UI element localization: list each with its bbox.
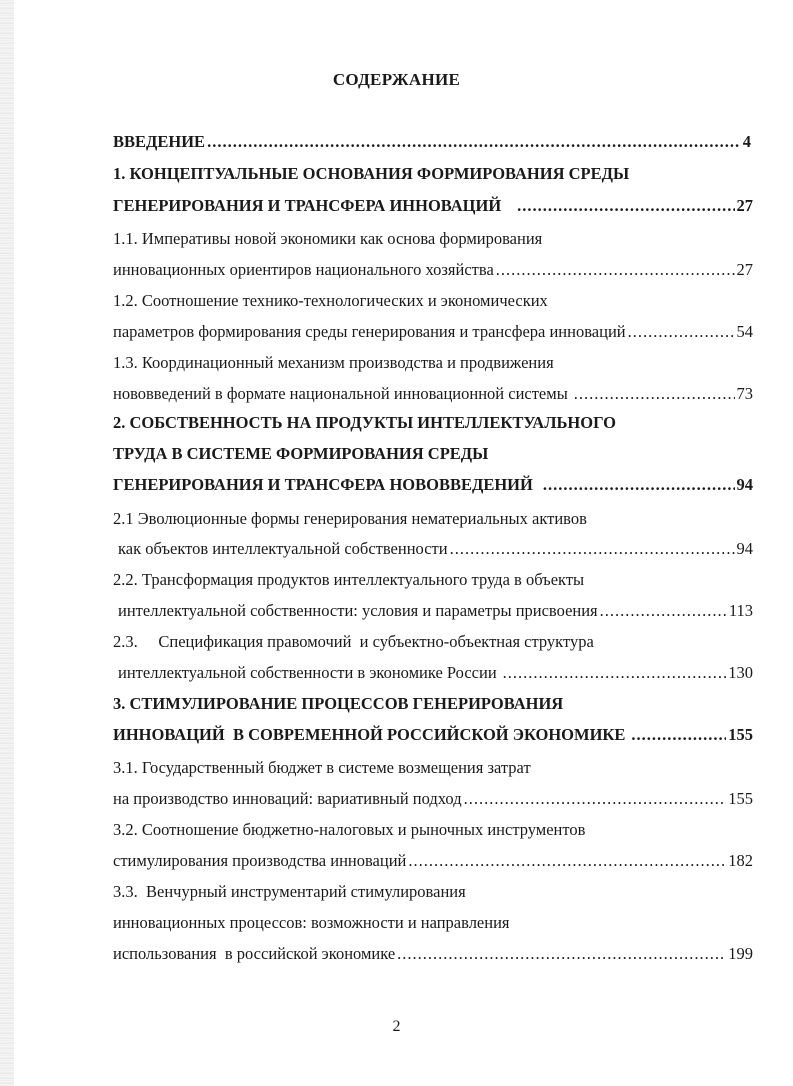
toc-leader-dots <box>600 600 727 622</box>
toc-leader-dots <box>503 662 727 684</box>
toc-section-2-3-line-2 <box>118 662 753 684</box>
toc-entry-text: ИННОВАЦИЙ В СОВРЕМЕННОЙ РОССИЙСКОЙ ЭКОНОМИКЕ <box>113 725 626 744</box>
toc-entry-text: 3.1. Государственный бюджет в системе возмещения затрат <box>113 758 531 777</box>
toc-section-3-1-line-1 <box>113 757 753 779</box>
toc-entry-text: 3. СТИМУЛИРОВАНИЕ ПРОЦЕССОВ ГЕНЕРИРОВАНИЯ <box>113 694 564 713</box>
toc-section-1-1-line-2 <box>113 259 753 281</box>
toc-entry-text: 2.3. Спецификация правомочий и субъектно-объектная структура <box>113 632 594 651</box>
toc-entry-text: нововведений в формате национальной инновационной системы <box>113 384 568 403</box>
toc-entry-text: ГЕНЕРИРОВАНИЯ И ТРАНСФЕРА НОВОВВЕДЕНИЙ <box>113 475 533 494</box>
toc-entry-page: 27 <box>736 260 753 279</box>
toc-chapter-2-line-1 <box>113 412 753 434</box>
toc-entry-text: 1.1. Императивы новой экономики как основа формирования <box>113 229 543 248</box>
toc-section-3-3-line-2 <box>113 912 753 934</box>
toc-section-1-3-line-2 <box>113 383 753 405</box>
toc-leader-dots <box>450 538 735 560</box>
toc-entry-page: 155 <box>728 789 753 808</box>
toc-entry-text: интеллектуальной собственности в экономике России <box>118 663 497 682</box>
toc-leader-dots <box>464 788 727 810</box>
toc-leader-dots <box>543 474 735 496</box>
toc-leader-dots <box>207 131 741 153</box>
toc-leader-dots <box>631 724 726 746</box>
toc-leader-dots <box>628 321 735 343</box>
toc-section-3-3-line-3 <box>113 943 753 965</box>
toc-section-1-3-line-1 <box>113 352 753 374</box>
toc-section-2-2-line-1 <box>113 569 753 591</box>
toc-entry-text: интеллектуальной собственности: условия и параметры присвоения <box>118 601 598 620</box>
toc-entry-text: на производство инноваций: вариативный подход <box>113 789 462 808</box>
toc-entry-text: 1.3. Координационный механизм производства и продвижения <box>113 353 554 372</box>
toc-entry-page: 73 <box>736 384 753 403</box>
toc-chapter-3-line-2 <box>113 724 753 746</box>
toc-leader-dots <box>408 850 726 872</box>
page-title: СОДЕРЖАНИЕ <box>332 70 461 89</box>
page-number: 2 <box>392 1018 401 1035</box>
toc-entry-text: как объектов интеллектуальной собственности <box>118 539 448 558</box>
toc-entry-page: 4 <box>742 132 751 151</box>
toc-leader-dots <box>496 259 735 281</box>
toc-entry-text: 3.2. Соотношение бюджетно-налоговых и рыночных инструментов <box>113 820 586 839</box>
toc-entry-text: ТРУДА В СИСТЕМЕ ФОРМИРОВАНИЯ СРЕДЫ <box>113 444 489 463</box>
toc-section-3-1-line-2 <box>113 788 753 810</box>
toc-entry-text: 1.2. Соотношение технико-технологических и экономических <box>113 291 548 310</box>
toc-section-1-2-line-1 <box>113 290 753 312</box>
toc-entry-page: 94 <box>736 475 753 494</box>
toc-chapter-1-line-1 <box>113 163 753 185</box>
toc-entry-text: 2.2. Трансформация продуктов интеллектуального труда в объекты <box>113 570 585 589</box>
toc-entry-text: ВВЕДЕНИЕ <box>113 132 206 151</box>
toc-section-3-2-line-1 <box>113 819 753 841</box>
toc-section-2-1-line-2 <box>118 538 753 560</box>
toc-chapter-2-line-3 <box>113 474 753 496</box>
toc-entry-page: 27 <box>736 196 753 215</box>
toc-section-1-2-line-2 <box>113 321 753 343</box>
toc-entry-page: 113 <box>728 601 753 620</box>
toc-section-2-2-line-2 <box>118 600 753 622</box>
toc-section-1-1-line-1 <box>113 228 753 250</box>
toc-entry-page: 130 <box>728 663 753 682</box>
toc-entry-page: 182 <box>728 851 753 870</box>
toc-entry-text: использования в российской экономике <box>113 944 396 963</box>
toc-leader-dots <box>574 383 735 405</box>
toc-section-3-3-line-1 <box>113 881 753 903</box>
toc-entry-page: 155 <box>728 725 753 744</box>
toc-entry-page: 94 <box>736 539 753 558</box>
toc-section-3-2-line-2 <box>113 850 753 872</box>
toc-leader-dots <box>517 195 734 217</box>
toc-entry-text: 3.3. Венчурный инструментарий стимулирования <box>113 882 466 901</box>
toc-entry-text: 2.1 Эволюционные формы генерирования нематериальных активов <box>113 509 587 528</box>
toc-entry-page: 199 <box>728 944 753 963</box>
toc-entry-text: параметров формирования среды генерирования и трансфера инноваций <box>113 322 626 341</box>
toc-entry-page: 54 <box>736 322 753 341</box>
toc-chapter-1-line-2 <box>113 195 753 217</box>
toc-entry-text: ГЕНЕРИРОВАНИЯ И ТРАНСФЕРА ИННОВАЦИЙ <box>113 196 502 215</box>
toc-entry-text: 2. СОБСТВЕННОСТЬ НА ПРОДУКТЫ ИНТЕЛЛЕКТУАЛЬНОГО <box>113 413 616 432</box>
toc-entry-text: стимулирования производства инноваций <box>113 851 407 870</box>
toc-entry-text: инновационных процессов: возможности и направления <box>113 913 510 932</box>
toc-chapter-2-line-2 <box>113 443 753 465</box>
toc-leader-dots <box>397 943 726 965</box>
toc-entry-text: инновационных ориентиров национального хозяйства <box>113 260 494 279</box>
toc-entry-introduction <box>113 131 751 153</box>
toc-section-2-3-line-1 <box>113 631 753 653</box>
toc-chapter-3-line-1 <box>113 693 753 715</box>
toc-entry-text: 1. КОНЦЕПТУАЛЬНЫЕ ОСНОВАНИЯ ФОРМИРОВАНИЯ СРЕДЫ <box>113 164 630 183</box>
toc-section-2-1-line-1 <box>113 508 753 530</box>
